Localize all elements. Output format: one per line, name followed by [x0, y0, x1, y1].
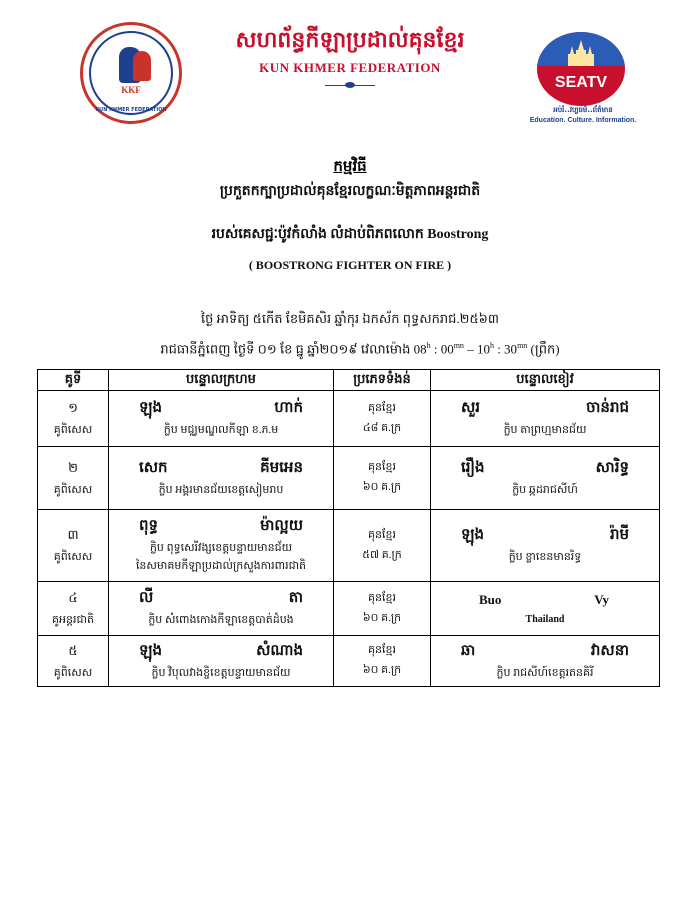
blue-fighter-cell — [431, 510, 660, 582]
red-fighter-cell — [109, 391, 334, 447]
federation-name-english: KUN KHMER FEDERATION — [259, 60, 441, 75]
blue-fighter-country: Thailand — [525, 614, 565, 625]
blue-fighter-name: Buo Vy — [479, 592, 609, 607]
table-row — [38, 510, 660, 582]
seatv-khmer-tagline: អប់រំ..វប្បធម៌..ព័ត៌មាន — [553, 106, 613, 114]
program-subtitle-2: របស់គេសជ្ជៈប៉ូវកំលាំង លំដាប់ពិភពលោក Boostrong — [211, 227, 489, 242]
bout-number-cell: ៣ គូពិសេស — [38, 510, 109, 582]
red-fighter-club: ក្លិប សំពោងកោងកីឡាខេត្តបាត់ដំបង — [148, 614, 294, 626]
blue-fighter-name: ឆា វាសនា — [461, 642, 629, 659]
blue-fighter-cell — [431, 447, 660, 510]
table-row — [38, 582, 660, 636]
weight-class-cell: គុនខ្មែរ ៤៨ គ.ក្រ — [334, 391, 431, 447]
lunar-date: ថ្ងៃ អាទិត្យ ៥កើត ខែមិគសិរ ឆ្នាំកុរ ឯកស័ក ពុទ្ធសករាជ.២៥៦៣ — [201, 311, 499, 326]
header-red-corner: បន្ទោលក្រហម — [109, 370, 334, 391]
seatv-logo — [537, 32, 625, 106]
blue-fighter-cell — [431, 582, 660, 636]
weight-class-cell: គុនខ្មែរ ៥៧ គ.ក្រ — [334, 510, 431, 582]
red-fighter-cell — [109, 636, 334, 687]
red-fighter-club-affiliation: នៃសមាគមកីឡាប្រដាល់ក្រសួងការពារជាតិ — [135, 560, 307, 572]
red-fighter-club: ក្លិប ពុទ្ធសេរីវង្សខេត្តបន្ទាយមានជ័យ — [149, 542, 293, 554]
bout-number-cell: ៤ គូអន្តរជាតិ — [38, 582, 109, 636]
red-fighter-name: ឡុង សំណាង — [139, 642, 303, 659]
blue-fighter-club: ក្លិប រាជសីហ៍ខេត្តរតនគិរី — [496, 666, 594, 679]
header-ornament — [325, 84, 375, 87]
table-header-row — [38, 370, 660, 391]
red-fighter-cell — [109, 447, 334, 510]
blue-fighter-name: ឡុង រ៉ាមី — [461, 527, 629, 543]
blue-fighter-name: រឿង សារិទ្ធ — [461, 459, 629, 476]
bout-number-cell: ១ គូពិសេស — [38, 391, 109, 447]
red-fighter-club: ក្លិប មជ្ឈមណ្ឌលកីឡា ខ.ភ.ម — [163, 424, 279, 436]
bout-number-cell: ២ គូពិសេស — [38, 447, 109, 510]
blue-fighter-club: ក្លិប ឆ្កដរាជសីហ៍ — [512, 483, 578, 496]
blue-fighter-cell — [431, 391, 660, 447]
table-row — [38, 447, 660, 510]
red-fighter-name: លី តា — [139, 590, 303, 606]
table-row — [38, 391, 660, 447]
weight-class-cell: គុនខ្មែរ ៦០ គ.ក្រ — [334, 636, 431, 687]
red-fighter-cell — [109, 582, 334, 636]
red-fighter-name: សេក គីមអេន — [139, 459, 303, 476]
header-bout-number: គូទី — [38, 370, 109, 391]
program-title: កម្មវិធី — [333, 159, 367, 175]
fight-card-table — [37, 369, 660, 687]
kkf-logo-text: KKF — [121, 85, 141, 95]
seatv-logo-text: SEATV — [554, 74, 608, 91]
red-fighter-name: ឡុង ហាក់ — [139, 400, 303, 416]
blue-fighter-club: ក្លិប តាព្រហ្មមានជ័យ — [503, 424, 587, 436]
red-fighter-club: ក្លិប អង្គរមានជ័យខេត្តសៀមរាប — [158, 483, 284, 496]
seatv-tagline: Education. Culture. Information. — [529, 117, 637, 124]
red-fighter-club: ក្លិប វិបុលវាងខ្ចិខេត្តបន្ទាយមានជ័យ — [151, 666, 291, 679]
red-fighter-name: ពុទ្ធ ម៉ាល្អយ — [139, 518, 303, 534]
blue-fighter-club: ក្លិប ខ្លាខេនមានរិទ្ធ — [508, 551, 582, 563]
fighter-figure-red — [133, 51, 151, 81]
bout-number-cell: ៥ គូពិសេស — [38, 636, 109, 687]
event-name: ( BOOSTRONG FIGHTER ON FIRE ) — [248, 258, 452, 272]
event-date-time: រាជធានីភ្នំពេញ ថ្ងៃទី ០១ ខែ ធ្នូ ឆ្នាំ២០១៩ វេលាម៉ោង 08$^h$ : $00^{mn} - 10^h$ : $30^{mn}$ (ព្រឹក) — [160, 341, 560, 357]
kkf-logo — [80, 22, 182, 124]
header-blue-corner: បន្ទោលខៀវ — [431, 370, 660, 391]
blue-fighter-cell — [431, 636, 660, 687]
kkf-logo-ring-text: KUN KHMER FEDERATION — [95, 107, 167, 113]
blue-fighter-name: សួរ ចាន់រាជ — [461, 400, 629, 416]
header-weight-class: ប្រភេទទំងន់ — [334, 370, 431, 391]
temple-icon — [565, 40, 597, 66]
weight-class-cell: គុនខ្មែរ ៦០ គ.ក្រ — [334, 447, 431, 510]
weight-class-cell: គុនខ្មែរ ៦០ គ.ក្រ — [334, 582, 431, 636]
federation-name-khmer: សហព័ន្ធកីឡាប្រដាល់គុនខ្មែរ — [235, 27, 465, 52]
red-fighter-cell — [109, 510, 334, 582]
program-subtitle-1: ប្រកួតកក្បាប្រដាល់គុនខ្មែរលក្ខណៈមិត្តភាពអន្តរជាតិ — [219, 184, 481, 199]
table-row — [38, 636, 660, 687]
